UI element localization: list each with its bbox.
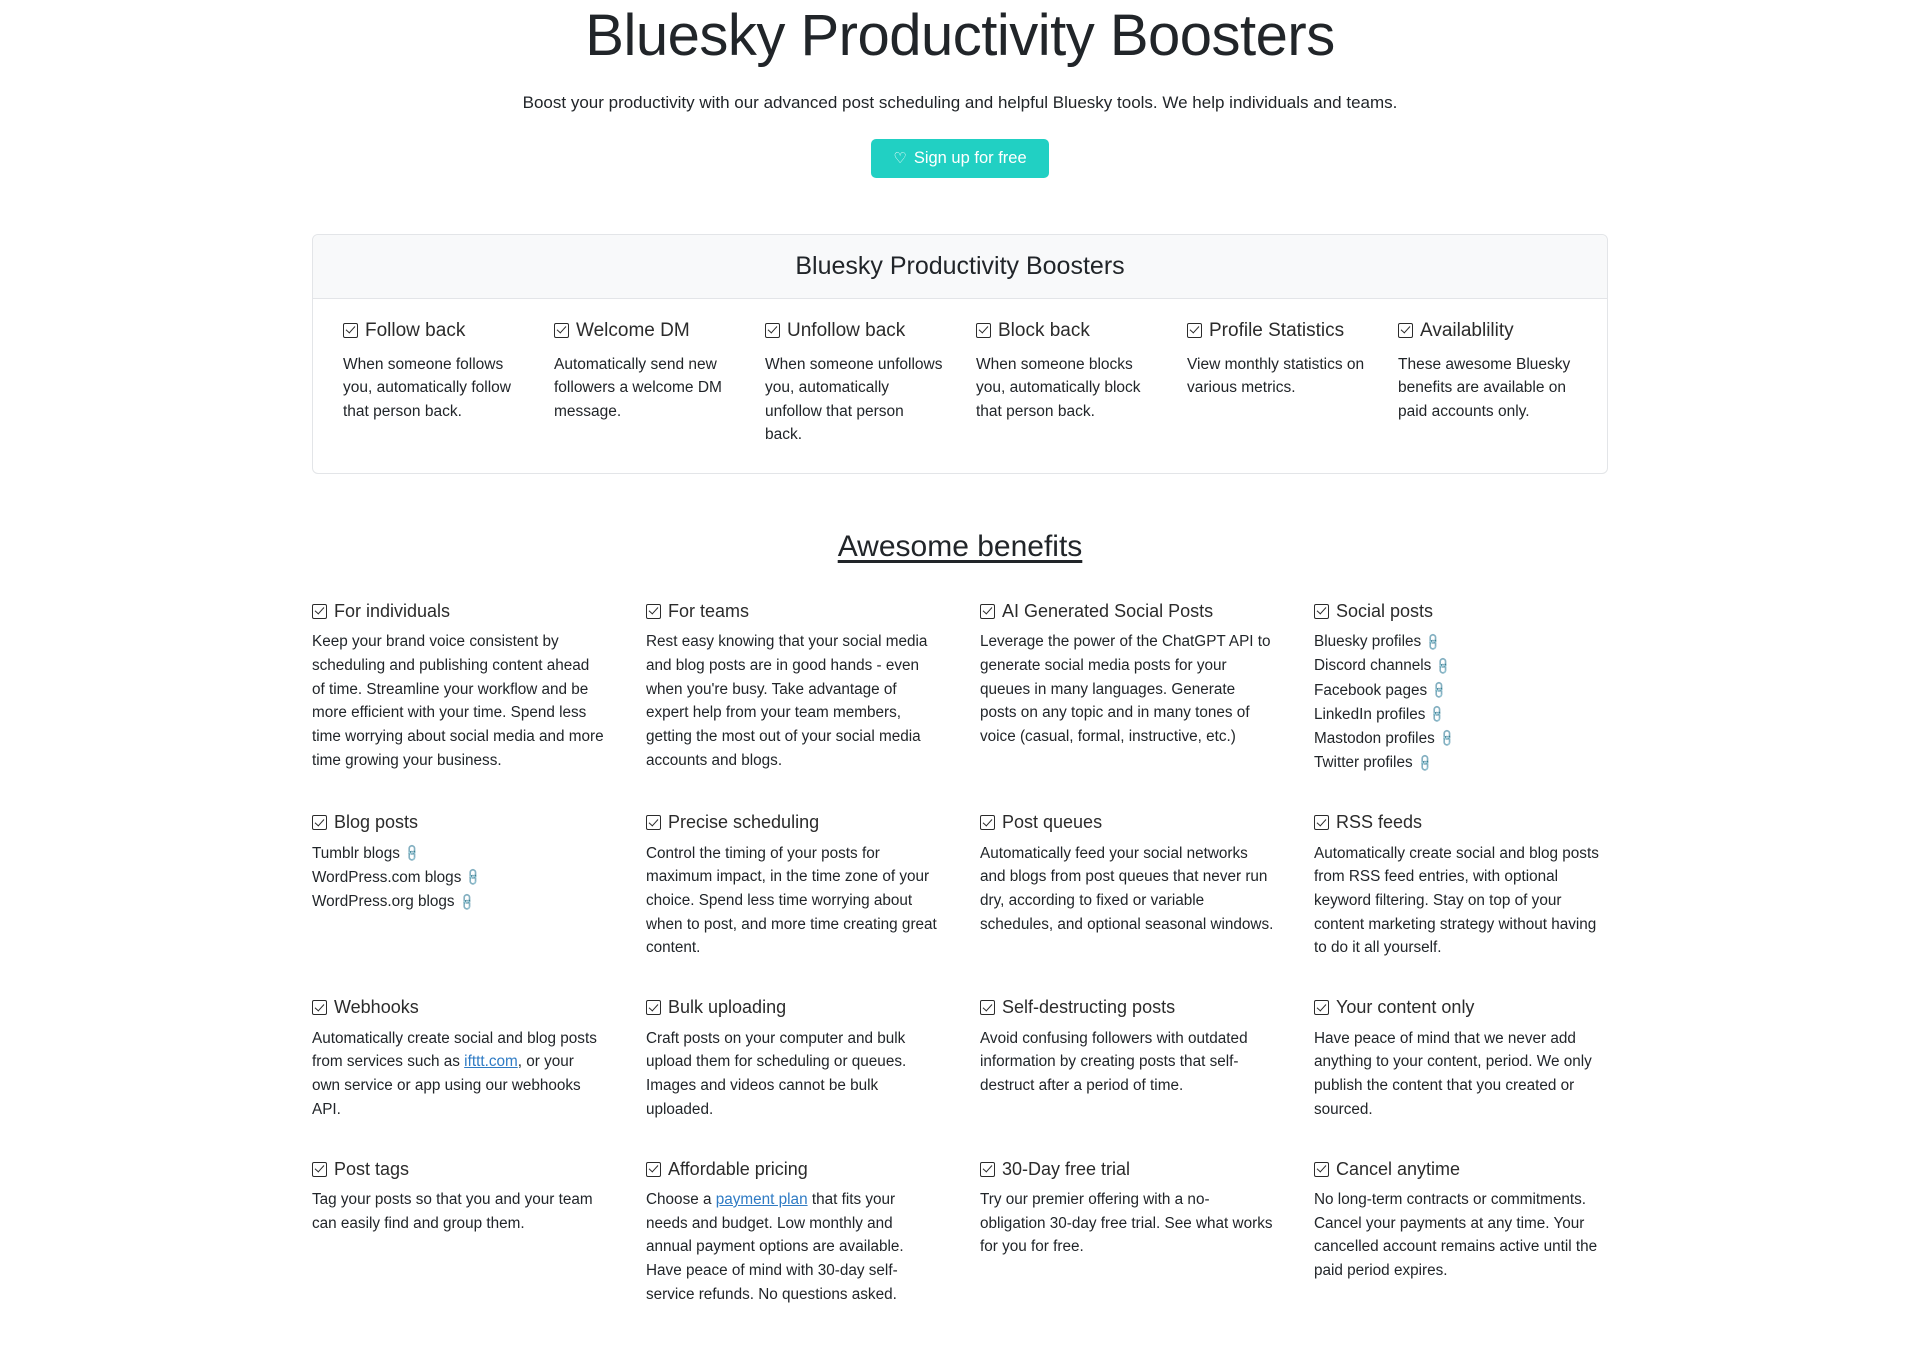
checkbox-icon [343,323,358,338]
list-item[interactable] [312,890,606,914]
benefit-item [640,1146,946,1321]
benefit-title-row [980,811,1274,834]
benefit-title-row [1314,811,1608,834]
benefit-title-row [312,996,606,1019]
benefit-title: Affordable pricing [668,1158,808,1179]
blog-post-links [312,842,606,914]
checkbox-icon [1314,1162,1329,1177]
booster-title-row [1398,319,1577,343]
list-item[interactable] [1314,679,1608,703]
blog-link-label: WordPress.org blogs [312,892,455,910]
booster-item [1171,319,1382,447]
social-link-label: Bluesky profiles [1314,633,1422,651]
booster-item [749,319,960,447]
social-link-label: Mastodon profiles [1314,729,1435,747]
booster-title: Follow back [365,319,466,341]
booster-title: Welcome DM [576,319,690,341]
checkbox-icon [1187,323,1202,338]
benefit-title: For individuals [334,600,451,621]
list-item[interactable] [1314,751,1608,775]
social-post-links [1314,630,1608,775]
booster-title: Block back [998,319,1090,341]
list-item[interactable] [312,842,606,866]
booster-item [960,319,1171,447]
benefit-item [1308,984,1614,1135]
booster-item [1382,319,1593,447]
checkbox-icon [1398,323,1413,338]
benefit-description: Automatically create social and blog posts from RSS feed entries, with optional keyword filtering. Stay on top of your content marketing strategy without having to do it all yourself. [1314,844,1599,957]
link-icon: 🔗 [1433,655,1454,677]
benefit-title: Post queues [1002,812,1103,833]
benefit-title: AI Generated Social Posts [1002,600,1214,621]
booster-description: Automatically send new followers a welcome DM message. [554,355,722,420]
checkbox-icon [312,604,327,619]
benefit-title-row [646,600,940,623]
checkbox-icon [1314,604,1329,619]
social-link-label: LinkedIn profiles [1314,705,1426,723]
link-icon: 🔗 [456,891,477,912]
benefit-description: Tag your posts so that you and your team can easily find and group them. [312,1191,593,1232]
webhooks-desc-after: , or your own service or app using our webhooks API. [312,1053,581,1118]
benefit-item [1308,588,1614,789]
benefit-title-row [1314,996,1608,1019]
benefit-title-row [980,996,1274,1019]
benefits-grid [300,588,1620,1321]
benefit-title-row [1314,1158,1608,1181]
benefit-title: Post tags [334,1158,410,1179]
benefit-title-row [646,811,940,834]
list-item[interactable] [1314,654,1608,678]
benefit-item [306,799,612,974]
benefit-description [646,1188,940,1307]
benefit-title: Bulk uploading [668,997,787,1018]
link-icon: 🔗 [1427,704,1448,725]
benefit-title-row [1314,600,1608,623]
link-icon: 🔗 [1423,631,1444,653]
benefit-description: Avoid confusing followers with outdated information by creating posts that self-destruct after a period of time. [980,1029,1248,1095]
link-icon: 🔗 [1436,728,1458,749]
pricing-desc-after: that fits your needs and budget. Low monthly and annual payment options are available. Have peace of mind with 30-day self-service refunds. No questions asked. [646,1191,904,1303]
social-link-label: Facebook pages [1314,681,1428,699]
boosters-panel-body [313,299,1607,473]
list-item[interactable] [312,866,606,890]
checkbox-icon [312,1162,327,1177]
benefit-description: Have peace of mind that we never add anything to your content, period. We only publish the content that you created or sourced. [1314,1029,1592,1118]
checkbox-icon [765,323,780,338]
checkbox-icon [980,815,995,830]
link-icon: 🔗 [401,843,423,864]
benefit-description: Automatically feed your social networks and blogs from post queues that never run dry, according to fixed or variable schedules, and optional seasonal windows. [980,844,1274,933]
social-link-label: Twitter profiles [1314,754,1413,772]
booster-title-row [554,319,733,343]
checkbox-icon [554,323,569,338]
benefit-item [1308,799,1614,974]
benefit-title-row [980,600,1274,623]
page-subtitle: Boost your productivity with our advanced post scheduling and helpful Bluesky tools. We help individuals and teams. [522,92,1398,112]
list-item[interactable] [1314,630,1608,654]
booster-title: Unfollow back [787,319,906,341]
checkbox-icon [980,1000,995,1015]
checkbox-icon [980,1162,995,1177]
payment-plan-link[interactable]: payment plan [715,1191,808,1208]
benefit-title-row [980,1158,1274,1181]
checkbox-icon [976,323,991,338]
booster-title-row [343,319,522,343]
booster-title-row [976,319,1155,343]
boosters-panel-title: Bluesky Productivity Boosters [313,235,1607,299]
booster-title: Profile Statistics [1209,319,1345,341]
page-title: Bluesky Productivity Boosters [585,3,1335,68]
benefit-title-row [646,996,940,1019]
benefit-title: Webhooks [334,997,419,1018]
benefit-item [306,588,612,789]
benefit-title-row [312,1158,606,1181]
benefit-title: Precise scheduling [668,812,820,833]
checkbox-icon [646,1162,661,1177]
benefit-item [974,799,1280,974]
booster-description: View monthly statistics on various metrics. [1187,355,1365,397]
sign-up-button[interactable] [871,139,1048,178]
benefit-description: Leverage the power of the ChatGPT API to generate social media posts for your queues in many languages. Generate posts on any topic and in many tones of voice (casual, formal, instructive, etc.) [980,633,1271,746]
link-icon: 🔗 [1429,680,1450,701]
benefit-item [306,1146,612,1321]
benefits-heading [0,530,1920,564]
signup-container [0,139,1920,178]
benefit-description: Rest easy knowing that your social media and blog posts are in good hands - even when you're busy. Take advantage of expert help from your team members, getting the most out of your social media accounts and blogs. [646,633,928,769]
benefit-item [640,588,946,789]
benefit-title: 30-Day free trial [1002,1158,1131,1179]
benefit-title: RSS feeds [1336,812,1423,833]
checkbox-icon [980,604,995,619]
benefit-item [974,588,1280,789]
blog-link-label: WordPress.com blogs [312,868,462,886]
pricing-desc-before: Choose a [646,1191,716,1208]
benefit-description: No long-term contracts or commitments. Cancel your payments at any time. Your cancelled account remains active until the paid period expires. [1314,1191,1598,1280]
booster-item [538,319,749,447]
booster-description: These awesome Bluesky benefits are available on paid accounts only. [1398,355,1571,420]
benefit-item [306,984,612,1135]
list-item[interactable] [1314,727,1608,751]
benefit-description: Try our premier offering with a no-obligation 30-day free trial. See what works for you for free. [980,1191,1273,1256]
checkbox-icon [646,1000,661,1015]
benefit-title-row [312,811,606,834]
benefits-heading-label: Awesome benefits [837,529,1083,563]
benefit-title: Blog posts [334,812,419,833]
benefit-item [974,1146,1280,1321]
benefit-title: Cancel anytime [1336,1158,1461,1179]
benefit-item [1308,1146,1614,1321]
benefit-title: Your content only [1336,997,1475,1018]
booster-title-row [765,319,944,343]
benefit-title: Self-destructing posts [1002,997,1176,1018]
booster-title: Availablility [1420,319,1514,341]
benefit-description: Craft posts on your computer and bulk upload them for scheduling or queues. Images and videos cannot be bulk uploaded. [646,1029,907,1118]
booster-description: When someone follows you, automatically follow that person back. [343,355,511,420]
sign-up-button-label: Sign up for free [913,149,1027,168]
benefit-title-row [312,600,606,623]
checkbox-icon [646,815,661,830]
list-item[interactable] [1314,703,1608,727]
benefit-title: For teams [668,600,750,621]
hero-section [0,0,1920,178]
booster-title-row [1187,319,1366,343]
webhooks-desc-before: Automatically create social and blog posts from services such as [312,1029,597,1071]
link-icon: 🔗 [463,867,484,888]
benefit-description [312,1027,606,1122]
checkbox-icon [312,1000,327,1015]
checkbox-icon [312,815,327,830]
benefit-description: Control the timing of your posts for maximum impact, in the time zone of your choice. Spend less time worrying about when to post, and more time creating great content. [646,844,937,957]
blog-link-label: Tumblr blogs [312,844,400,862]
social-link-label: Discord channels [1314,657,1432,675]
ifttt-link[interactable]: ifttt.com [464,1053,518,1071]
benefit-item [640,799,946,974]
checkbox-icon [1314,815,1329,830]
benefit-title: Social posts [1336,600,1434,621]
benefit-item [974,984,1280,1135]
benefit-description: Keep your brand voice consistent by scheduling and publishing content ahead of time. Streamline your workflow and be more efficient with your time. Spend less time worrying about social media and more time growing your business. [312,633,604,769]
booster-item [327,319,538,447]
booster-description: When someone blocks you, automatically block that person back. [976,355,1141,420]
checkbox-icon [1314,1000,1329,1015]
benefit-title-row [646,1158,940,1181]
benefit-item [640,984,946,1135]
checkbox-icon [646,604,661,619]
link-icon: 🔗 [1414,752,1435,773]
heart-icon: ♡ [893,150,907,168]
boosters-panel [312,234,1608,474]
booster-description: When someone unfollows you, automatically unfollow that person back. [765,355,943,444]
